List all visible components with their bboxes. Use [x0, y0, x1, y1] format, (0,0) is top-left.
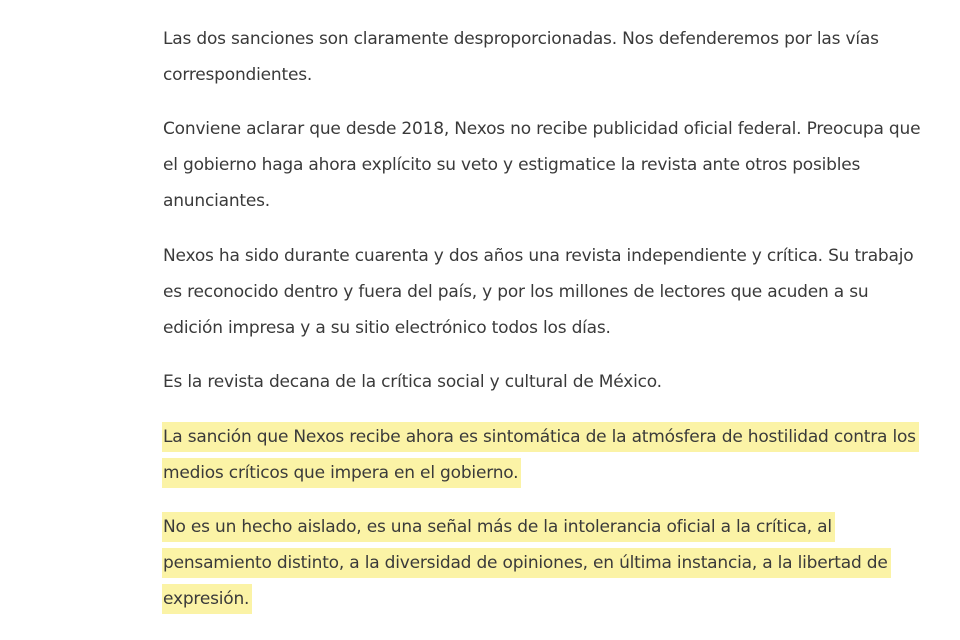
- text-line: anunciantes.: [163, 191, 270, 211]
- paragraph-revista-decana: [163, 364, 883, 400]
- text-line: Es la revista decana de la crítica social y cultural de México.: [163, 372, 662, 392]
- paragraph-trayectoria: [163, 238, 914, 346]
- article-body: [163, 21, 921, 639]
- text-line: correspondientes.: [163, 65, 313, 85]
- paragraph-publicidad: [163, 111, 921, 219]
- text-line: Nexos ha sido durante cuarenta y dos años una revista independiente y crítica. Su trabajo: [163, 246, 914, 266]
- text-line: es reconocido dentro y fuera del país, y por los millones de lectores que acuden a su: [163, 282, 869, 302]
- highlighted-text-line: expresión.: [162, 584, 252, 614]
- highlighted-paragraph-intolerancia: [163, 509, 888, 617]
- text-line: Las dos sanciones son claramente desproporcionadas. Nos defenderemos por las vías: [163, 29, 879, 49]
- text-line: edición impresa y a su sitio electrónico todos los días.: [163, 318, 611, 338]
- text-line: Conviene aclarar que desde 2018, Nexos no recibe publicidad oficial federal. Preocupa que: [163, 119, 921, 139]
- highlighted-text-line: medios críticos que impera en el gobierno.: [162, 458, 521, 488]
- paragraph-sanciones: [163, 21, 883, 93]
- highlighted-text-line: No es un hecho aislado, es una señal más de la intolerancia oficial a la crítica, al: [162, 512, 835, 542]
- text-line: el gobierno haga ahora explícito su veto y estigmatice la revista ante otros posibles: [163, 155, 861, 175]
- highlighted-text-line: pensamiento distinto, a la diversidad de opiniones, en última instancia, a la libertad de: [162, 548, 891, 578]
- highlighted-paragraph-hostilidad: [163, 419, 916, 491]
- highlighted-text-line: La sanción que Nexos recibe ahora es sintomática de la atmósfera de hostilidad contra los: [162, 422, 919, 452]
